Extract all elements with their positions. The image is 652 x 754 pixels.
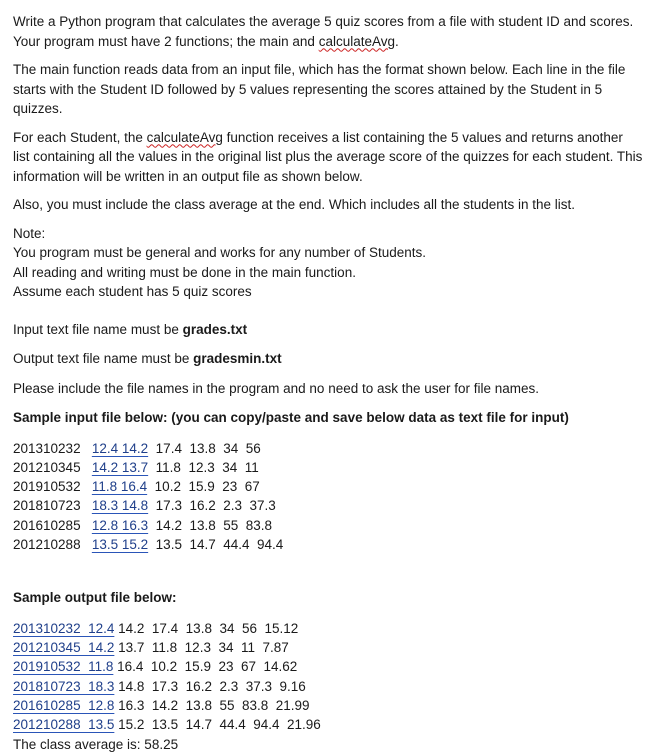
student-id: 201810723: [13, 498, 81, 514]
output-file-requirement: [13, 349, 643, 369]
input-row: [13, 496, 643, 515]
scores: 10.2 15.9 23 67: [154, 479, 260, 495]
input-row: [13, 439, 643, 458]
calculateavg-spellcheck-word-2[interactable]: calculateAvg: [146, 129, 223, 145]
sample-input-block: [13, 439, 643, 555]
input-file-label: Input text file name must be: [13, 321, 183, 337]
intro-line-2: [13, 32, 643, 52]
scores: 14.2 13.8 55 83.8: [155, 517, 273, 533]
calc-desc-pre: For each Student, the: [13, 129, 147, 145]
scores: 17.3 16.2 2.3 37.3: [155, 498, 276, 514]
sample-output-heading-text: Sample output file below:: [13, 590, 177, 606]
note-line: Assume each student has 5 quiz scores: [13, 284, 252, 299]
note-line: You program must be general and works for any number of Students.: [13, 245, 426, 260]
input-file-name: grades.txt: [182, 321, 248, 337]
intro-line-1: Write a Python program that calculates the average 5 quiz scores from a file with student ID and scores.: [13, 14, 634, 29]
hyperlink-id-score[interactable]: 201610285 12.8: [13, 697, 115, 713]
scores-with-average: 14.8 17.3 16.2 2.3 37.3 9.16: [118, 678, 306, 694]
class-average-line: The class average is: 58.25: [13, 736, 179, 752]
output-row: [13, 715, 643, 734]
input-row: [13, 535, 643, 554]
student-id: 201610285: [13, 517, 81, 533]
input-row: [13, 516, 643, 535]
class-average-requirement: Also, you must include the class average at the end. Which includes all the students in the list.: [13, 197, 576, 212]
hyperlink-scores[interactable]: 13.5 15.2: [91, 536, 149, 552]
hyperlink-id-score[interactable]: 201810723 18.3: [13, 678, 115, 694]
sample-input-heading: [13, 408, 643, 428]
hyperlink-id-score[interactable]: 201910532 11.8: [13, 659, 114, 675]
output-row: [13, 677, 643, 696]
input-file-requirement: [13, 320, 643, 340]
hyperlink-scores[interactable]: 12.8 16.3: [91, 517, 149, 533]
sample-output-block: [13, 619, 643, 754]
scores: 17.4 13.8 34 56: [155, 440, 261, 456]
scores-with-average: 15.2 13.5 14.7 44.4 94.4 21.96: [118, 717, 321, 733]
hyperlink-scores[interactable]: 14.2 13.7: [91, 459, 149, 475]
calculateavg-spellcheck-word[interactable]: calculateAvg: [318, 33, 395, 49]
student-id: 201210345: [13, 459, 81, 475]
sample-input-heading-text: Sample input file below: (you can copy/paste and save below data as text file for input): [13, 410, 569, 425]
hyperlink-scores[interactable]: 11.8 16.4: [91, 479, 148, 495]
input-row: [13, 477, 643, 496]
scores: 13.5 14.7 44.4 94.4: [155, 536, 284, 552]
hyperlink-scores[interactable]: 18.3 14.8: [91, 498, 149, 514]
hyperlink-id-score[interactable]: 201210345 14.2: [13, 640, 115, 656]
input-row: [13, 458, 643, 477]
main-function-description: The main function reads data from an input file, which has the format shown below. Each line in the file starts with the Student ID followed by 5 values representing the scores attained by the Student in 5 quizzes.: [13, 62, 626, 116]
sample-output-heading: [13, 588, 643, 608]
file-names-note: Please include the file names in the program and no need to ask the user for file names.: [13, 380, 540, 396]
output-file-label: Output text file name must be: [13, 351, 194, 366]
output-file-name: gradesmin.txt: [193, 351, 282, 366]
student-id: 201310232: [13, 440, 81, 456]
student-id: 201910532: [13, 479, 81, 495]
output-row: [13, 696, 643, 715]
hyperlink-scores[interactable]: 12.4 14.2: [91, 440, 149, 456]
document-body: [13, 12, 643, 754]
hyperlink-id-score[interactable]: 201310232 12.4: [13, 620, 115, 636]
scores-with-average: 13.7 11.8 12.3 34 11 7.87: [118, 640, 289, 656]
note-line: All reading and writing must be done in the main function.: [13, 264, 356, 280]
hyperlink-id-score[interactable]: 201210288 13.5: [13, 717, 115, 733]
scores: 11.8 12.3 34 11: [155, 459, 259, 475]
output-row: [13, 619, 643, 638]
output-row: [13, 638, 643, 657]
scores-with-average: 16.3 14.2 13.8 55 83.8 21.99: [118, 697, 310, 713]
scores-with-average: 14.2 17.4 13.8 34 56 15.12: [118, 620, 299, 636]
note-heading: Note:: [13, 225, 46, 241]
scores-with-average: 16.4 10.2 15.9 23 67 14.62: [117, 659, 298, 675]
calculate-function-description: [13, 128, 643, 187]
intro-period: .: [395, 33, 399, 49]
intro-text: Your program must have 2 functions; the main and: [13, 33, 319, 49]
student-id: 201210288: [13, 536, 81, 552]
output-row: [13, 657, 643, 676]
calc-desc-post: function receives a list containing the 5 values and returns another list containing all the values in the original list plus the average score of the quizzes for each student. This information will be written in an output file as shown below.: [13, 129, 643, 184]
